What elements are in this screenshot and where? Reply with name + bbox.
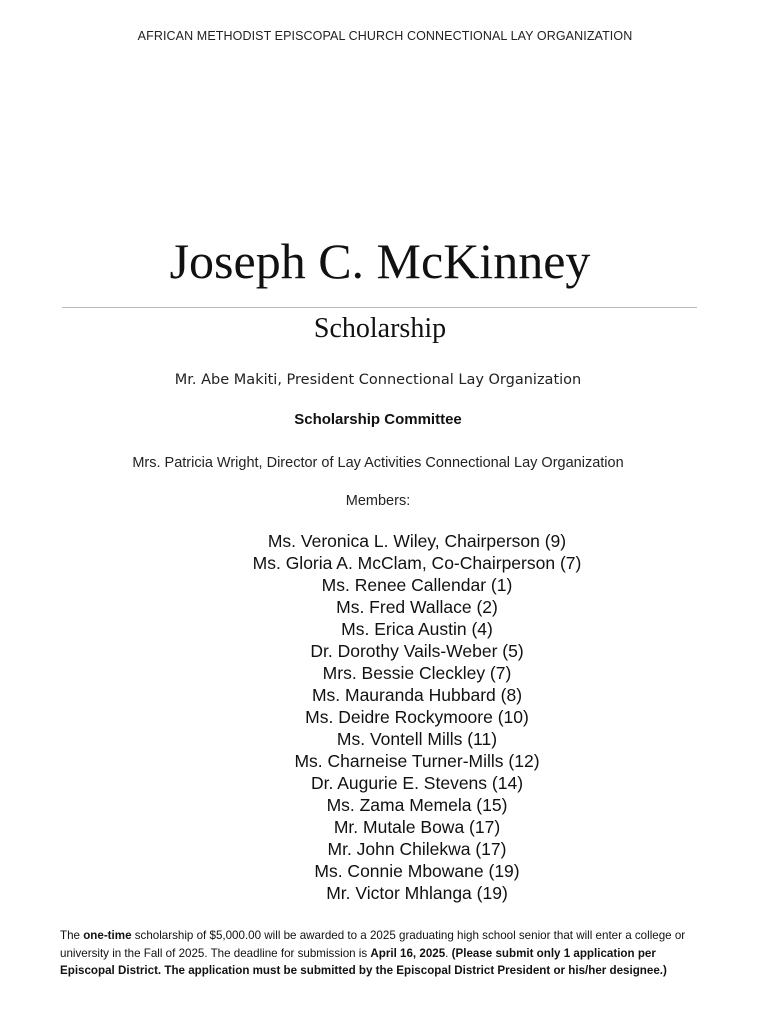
president-line: Mr. Abe Makiti, President Connectional Lay Organization <box>174 372 582 388</box>
note-text: scholarship of $5,000.00 will be awarded to a 2025 graduating high school senior that will enter a college or university in the Fall of 2025. The deadline for submission is <box>60 929 686 960</box>
member-item: Ms. Veronica L. Wiley, Chairperson (9) <box>267 531 567 551</box>
member-item: Ms. Erica Austin (4) <box>341 619 493 639</box>
page-subtitle: Scholarship <box>313 313 447 344</box>
member-item: Ms. Connie Mbowane (19) <box>314 861 520 881</box>
member-item: Dr. Dorothy Vails-Weber (5) <box>310 641 524 661</box>
member-item: Ms. Fred Wallace (2) <box>336 597 498 617</box>
director-line: Mrs. Patricia Wright, Director of Lay Activities Connectional Lay Organization <box>132 455 624 471</box>
page-title: Joseph C. McKinney <box>169 233 591 289</box>
member-item: Mrs. Bessie Cleckley (7) <box>322 663 512 683</box>
member-item: Ms. Vontell Mills (11) <box>336 729 498 749</box>
deadline-date: April 16, 2025 <box>370 946 446 960</box>
member-item: Dr. Augurie E. Stevens (14) <box>310 773 524 793</box>
member-item: Ms. Charneise Turner-Mills (12) <box>294 751 540 771</box>
note-emphasis: one-time <box>83 929 132 942</box>
committee-heading: Scholarship Committee <box>294 411 462 428</box>
scholarship-note <box>60 927 710 980</box>
note-text: . <box>445 946 452 960</box>
member-item: Ms. Deidre Rockymoore (10) <box>305 707 529 727</box>
submission-instructions: (Please submit only 1 application per Episcopal District. The application must be submitted by the Episcopal District President or his/her designee.) <box>60 946 667 977</box>
member-item: Mr. Mutale Bowa (17) <box>333 817 501 837</box>
note-text: The <box>60 929 84 942</box>
members-list <box>0 530 770 904</box>
members-heading: Members: <box>345 493 411 509</box>
member-item: Ms. Renee Callendar (1) <box>321 575 513 595</box>
title-divider <box>62 307 697 308</box>
organization-header: AFRICAN METHODIST EPISCOPAL CHURCH CONNECTIONAL LAY ORGANIZATION <box>137 29 633 43</box>
member-item: Mr. John Chilekwa (17) <box>327 839 507 859</box>
member-item: Ms. Zama Memela (15) <box>326 795 508 815</box>
member-item: Ms. Mauranda Hubbard (8) <box>311 685 523 705</box>
member-item: Ms. Gloria A. McClam, Co-Chairperson (7) <box>252 553 582 573</box>
member-item: Mr. Victor Mhlanga (19) <box>326 883 508 903</box>
